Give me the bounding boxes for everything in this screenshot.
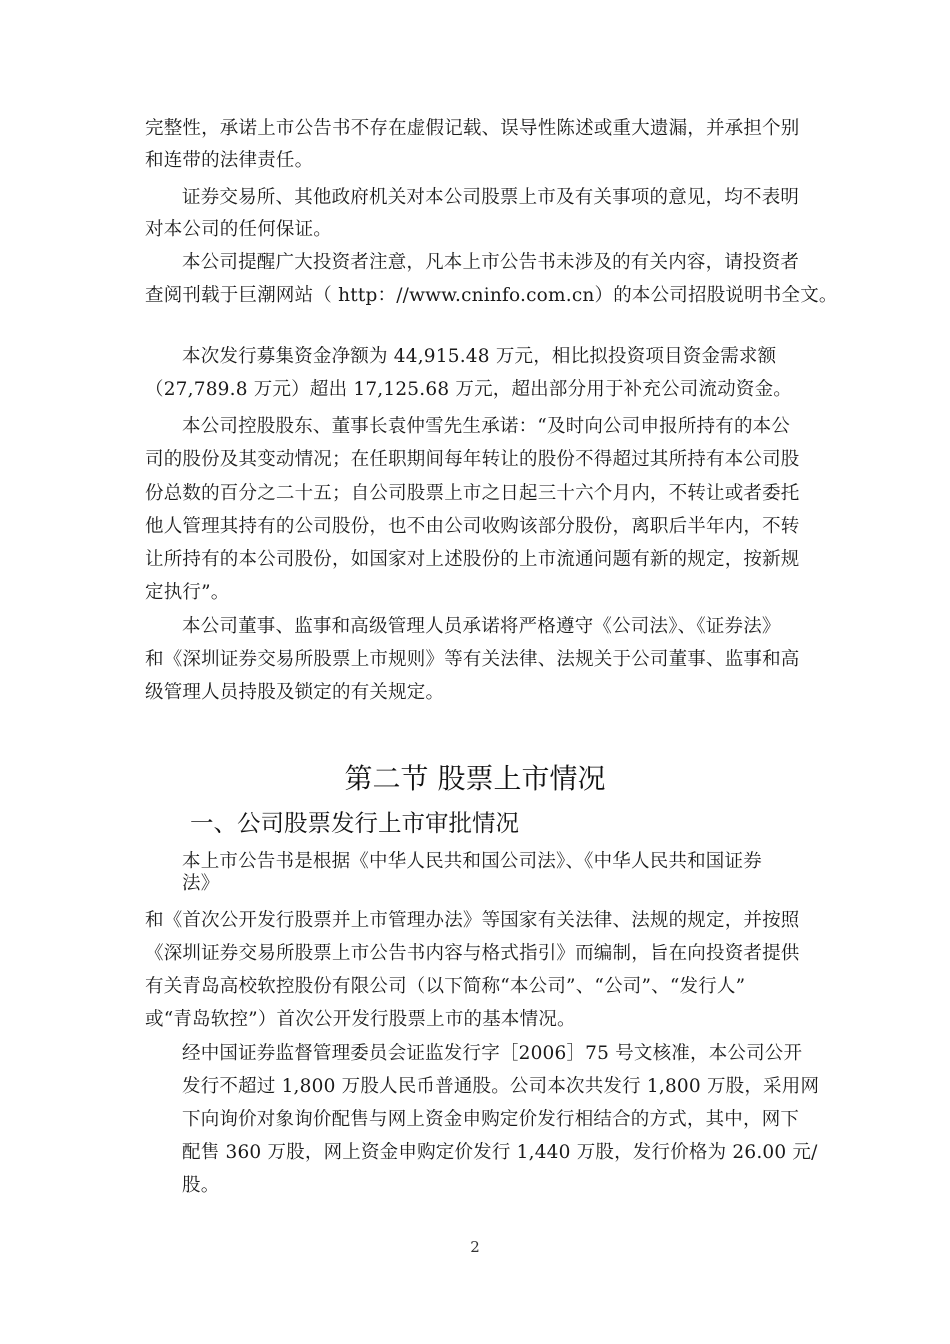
body-p2-line3: 份总数的百分之二十五；自公司股票上市之日起三十六个月内，不转让或者委托 bbox=[145, 483, 800, 504]
issuance-line2: 发行不超过 1,800 万股人民币普通股。公司本次共发行 1,800 万股，采用网 bbox=[182, 1076, 820, 1097]
body-p3-line2: 和《深圳证券交易所股票上市规则》等有关法律、法规关于公司董事、监事和高 bbox=[145, 649, 800, 670]
approval-line4: 《深圳证券交易所股票上市公告书内容与格式指引》而编制，旨在向投资者提供 bbox=[145, 943, 800, 964]
issuance-line5: 股。 bbox=[182, 1175, 220, 1196]
intro-p1-line1: 完整性，承诺上市公告书不存在虚假记载、误导性陈述或重大遗漏，并承担个别 bbox=[145, 118, 800, 139]
approval-line5: 有关青岛高校软控股份有限公司（以下简称“本公司”、“公司”、“发行人” bbox=[145, 976, 746, 997]
intro-p3-line2: 查阅刊载于巨潮网站（ http：//www.cninfo.com.cn）的本公司招股说明书全文。 bbox=[145, 285, 838, 306]
intro-p3-line1: 本公司提醒广大投资者注意，凡本上市公告书未涉及的有关内容，请投资者 bbox=[182, 252, 800, 273]
body-p2-line2: 司的股份及其变动情况；在任职期间每年转让的股份不得超过其所持有本公司股 bbox=[145, 449, 800, 470]
page-number: 2 bbox=[470, 1238, 480, 1256]
body-p1-line2: （27,789.8 万元）超出 17,125.68 万元，超出部分用于补充公司流动资金。 bbox=[145, 379, 792, 400]
body-p2-line6: 定执行”。 bbox=[145, 582, 230, 603]
subsection-title: 一、公司股票发行上市审批情况 bbox=[190, 809, 519, 837]
issuance-line1: 经中国证券监督管理委员会证监发行字［2006］75 号文核准，本公司公开 bbox=[182, 1043, 803, 1064]
issuance-line4: 配售 360 万股，网上资金申购定价发行 1,440 万股，发行价格为 26.00 元/ bbox=[182, 1142, 818, 1163]
intro-p2-line2: 对本公司的任何保证。 bbox=[145, 219, 333, 240]
approval-line6: 或“青岛软控”）首次公开发行股票上市的基本情况。 bbox=[145, 1009, 576, 1030]
body-p2-line5: 让所持有的本公司股份，如国家对上述股份的上市流通问题有新的规定，按新规 bbox=[145, 549, 800, 570]
intro-p2-line1: 证券交易所、其他政府机关对本公司股票上市及有关事项的意见，均不表明 bbox=[182, 187, 800, 208]
intro-p1-line2: 和连带的法律责任。 bbox=[145, 150, 314, 171]
body-p2-line4: 他人管理其持有的公司股份，也不由公司收购该部分股份，离职后半年内，不转 bbox=[145, 516, 800, 537]
approval-line1: 本上市公告书是根据《中华人民共和国公司法》、《中华人民共和国证券 bbox=[182, 851, 762, 872]
body-p3-line3: 级管理人员持股及锁定的有关规定。 bbox=[145, 682, 445, 703]
approval-line2: 法》 bbox=[182, 873, 220, 894]
section-title: 第二节 股票上市情况 bbox=[344, 762, 606, 795]
issuance-line3: 下向询价对象询价配售与网上资金申购定价发行相结合的方式，其中，网下 bbox=[182, 1109, 800, 1130]
body-p1-line1: 本次发行募集资金净额为 44,915.48 万元，相比拟投资项目资金需求额 bbox=[182, 346, 777, 367]
body-p3-line1: 本公司董事、监事和高级管理人员承诺将严格遵守《公司法》、《证券法》 bbox=[182, 616, 781, 637]
approval-line3: 和《首次公开发行股票并上市管理办法》等国家有关法律、法规的规定，并按照 bbox=[145, 910, 800, 931]
body-p2-line1: 本公司控股股东、董事长袁仲雪先生承诺：“及时向公司申报所持有的本公 bbox=[182, 416, 791, 437]
